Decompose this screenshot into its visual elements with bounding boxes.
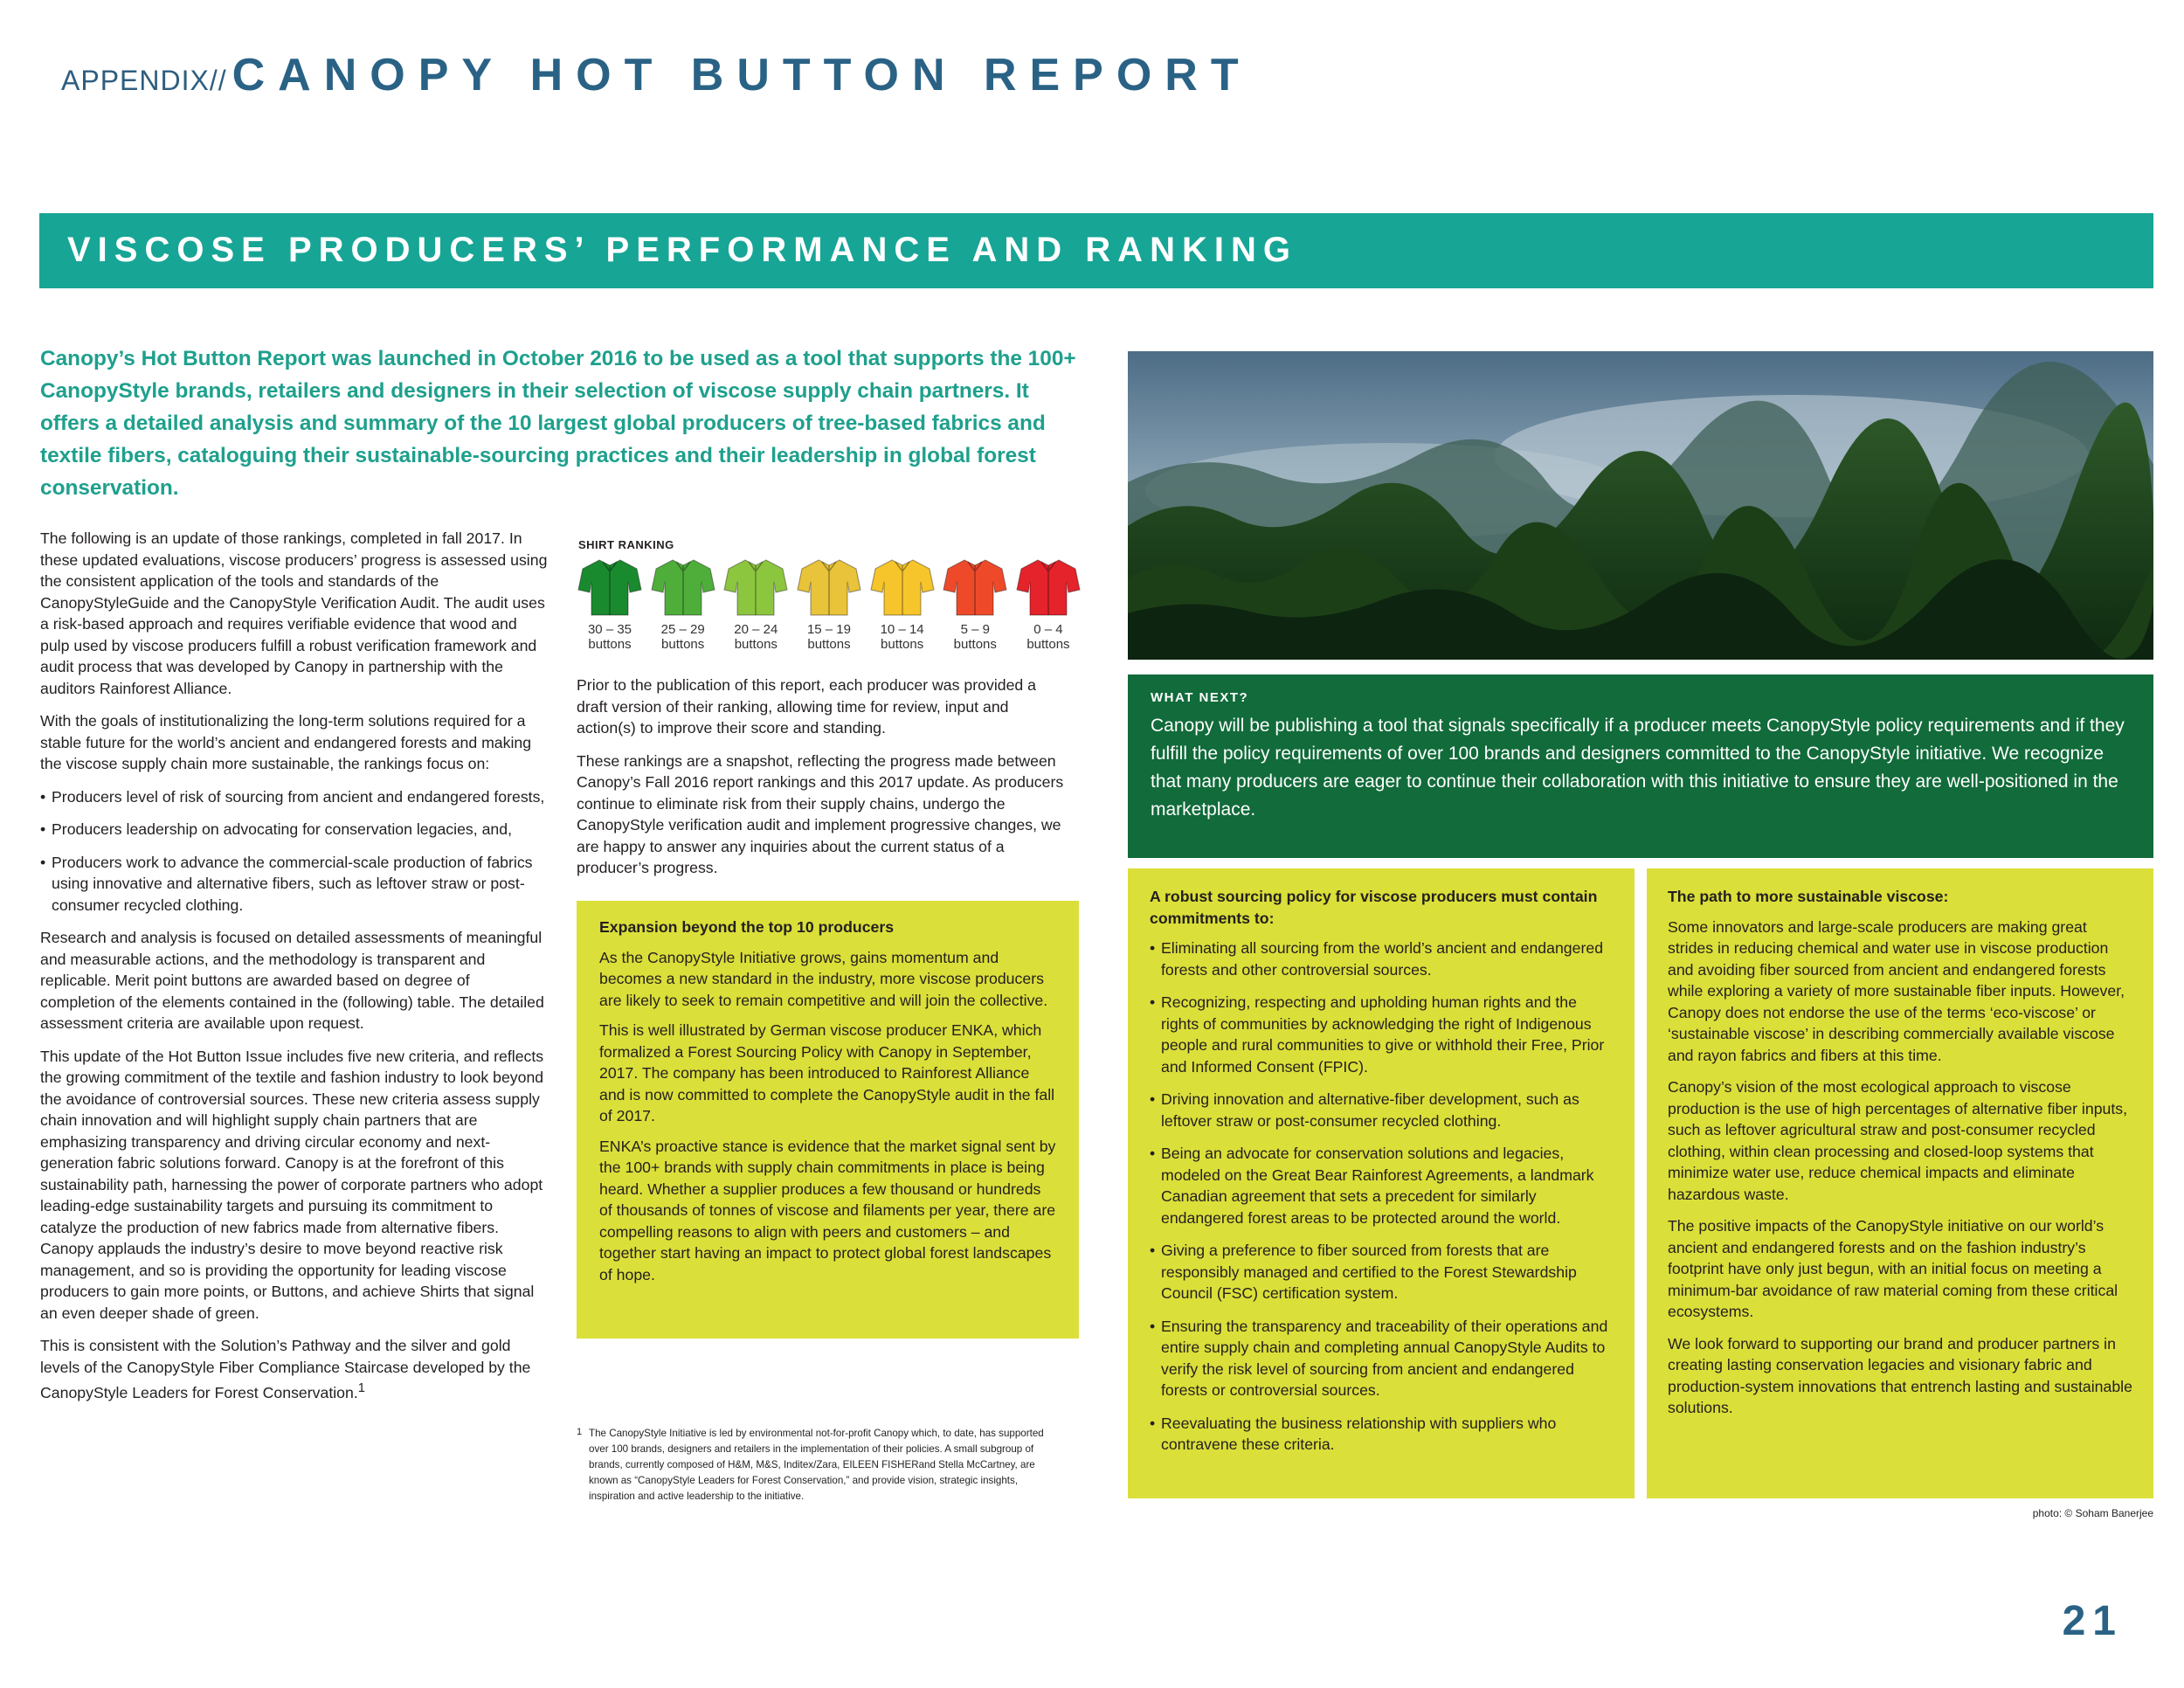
shirt-rank-item	[1013, 557, 1083, 652]
report-header	[61, 49, 1252, 101]
shirt-unit: buttons	[1026, 637, 1070, 652]
shirt-range: 20 – 24	[734, 622, 778, 637]
policy-list	[1150, 937, 1617, 1456]
shirt-unit: buttons	[588, 637, 632, 652]
list-item: • Being an advocate for conservation solutions and legacies, modeled on the Great Bear Rainforest Agreements, a landmark Canadian agreement that sets a precedent for similarly endangered forest areas to be protected around the world.	[1150, 1143, 1617, 1228]
shirt-rank-item	[867, 557, 937, 652]
focus-list	[40, 786, 549, 917]
shirt-icon	[1016, 557, 1081, 617]
shirt-unit: buttons	[661, 637, 705, 652]
appendix-prefix: APPENDIX//	[61, 65, 227, 96]
photo-credit: photo: © Soham Banerjee	[2032, 1507, 2153, 1519]
forest-photo	[1128, 351, 2153, 660]
paragraph: These rankings are a snapshot, reflecting the progress made between Canopy’s Fall 2016 report rankings and this 2017 update. As producers continue to eliminate risk from their supply chains, undergo the CanopyStyle verification audit and implement progressive changes, we are happy to answer any inquiries about the current status of a producer’s progress.	[577, 751, 1064, 876]
shirt-range: 30 – 35	[587, 622, 632, 637]
shirt-unit: buttons	[953, 637, 997, 652]
intro-paragraph: Canopy’s Hot Button Report was launched in October 2016 to be used as a tool that supports the 100+ CanopyStyle brands, retailers and designers in their selection of viscose supply chain partners. It offers a detailed analysis and summary of the 10 largest global producers of tree-based fabrics and textile fibers, cataloguing their sustainable-sourcing practices and their leadership in global forest conservation.	[40, 347, 1076, 500]
list-item: • Ensuring the transparency and traceability of their operations and entire supply chain and completing annual CanopyStyle Audits to verify the risk level of sourcing from ancient and endangered forests or controversial sources.	[1150, 1316, 1617, 1401]
list-item: • Producers level of risk of sourcing from ancient and endangered forests,	[40, 786, 549, 808]
shirt-rank-item	[721, 557, 791, 652]
paragraph: ENKA’s proactive stance is evidence that the market signal sent by the 100+ brands with supply chain commitments in place is being heard. Whether a supplier produces a few thousand or hundreds of thousands of tonnes of viscose and filaments per year, there are compelling reasons to align with peers and customers – and together start having an impact to protect global forest landscapes of hope.	[599, 1137, 1056, 1283]
shirt-range: 0 – 4	[1033, 622, 1063, 637]
footnote-text: The CanopyStyle Initiative is led by environmental not-for-profit Canopy which, to date, has supported over 100 brands, designers and retailers in the implementation of their policies. A small subgroup of brands, currently composed of H&M, M&S, Inditex/Zara, EILEEN FISHERand Stella McCartney, are known as “CanopyStyle Leaders for Forest Conservation,” and provide vision, strategic insights, inspiration and active leadership to the initiative.	[589, 1428, 1044, 1502]
shirt-icon	[651, 557, 715, 617]
footnote-number: 1	[577, 1427, 583, 1437]
policy-box	[1128, 868, 1635, 1498]
paragraph: This update of the Hot Button Issue includes five new criteria, and reflects the growing commitment of the textile and fashion industry to look beyond the avoidance of controversial sources. These new criteria assess supply chain innovation and will highlight supply chain partners that are emphasizing transparency and driving circular economy and next-generation fabric solutions forward. Canopy is at the forefront of this sustainability path, harnessing the power of corporate partners who adopt leading-edge sustainability targets and pursuing its commitment to catalyze the production of new fabrics made from alternative fibers. Canopy applauds the industry’s desire to move beyond reactive risk management, and so is providing the opportunity for leading viscose producers to gain more points, or Buttons, and achieve Shirts that signal an even deeper shade of green.	[40, 1047, 544, 1322]
list-item: • Giving a preference to fiber sourced from forests that are responsibly managed and certified to the Forest Stewardship Council (FSC) certification system.	[1150, 1240, 1617, 1304]
shirt-unit: buttons	[807, 637, 851, 652]
paragraph: With the goals of institutionalizing the long-term solutions required for a stable future for the world’s ancient and endangered forests and making the viscose supply chain more sustainable, the rankings focus on:	[40, 712, 532, 772]
paragraph: The following is an update of those rankings, completed in fall 2017. In these updated evaluations, viscose producers’ progress is assessed using the consistent application of the tools and standards of the CanopyStyleGuide and the CanopyStyle Verification Audit. The audit uses a risk-based approach and requires verifiable evidence that wood and pulp used by viscose producers fulfill a robust verification framework and audit process that was developed by Canopy in partnership with the auditors Rainforest Alliance.	[40, 529, 548, 697]
list-item: • Reevaluating the business relationship with suppliers who contravene these criteria.	[1150, 1413, 1617, 1456]
shirt-ranking-legend	[575, 557, 1083, 652]
shirt-rank-item	[794, 557, 864, 652]
shirt-icon	[723, 557, 788, 617]
what-next-box	[1128, 675, 2153, 858]
paragraph: Some innovators and large-scale producers are making great strides in reducing chemical and water use in viscose production and avoiding fiber sourced from ancient and endangered forests while exploring a variety of more sustainable fiber inputs. However, Canopy does not endorse the use of the terms ‘eco-viscose’ or ‘sustainable viscose’ in describing commercially available viscose and rayon fabrics and fibers at this time.	[1668, 917, 2125, 1064]
list-item: • Eliminating all sourcing from the world’s ancient and endangered forests and other controversial sources.	[1150, 937, 1617, 980]
section-title: VISCOSE PRODUCERS’ PERFORMANCE AND RANKING	[67, 231, 1297, 269]
list-item: • Producers leadership on advocating for conservation legacies, and,	[40, 819, 549, 841]
paragraph: This is consistent with the Solution’s Pathway and the silver and gold levels of the CanopyStyle Fiber Compliance Staircase developed by the CanopyStyle Leaders for Forest Conservation.$^1$	[40, 1337, 531, 1401]
expansion-title: Expansion beyond the top 10 producers	[599, 918, 895, 936]
forest-image	[1128, 351, 2153, 660]
shirt-rank-item	[575, 557, 645, 652]
shirt-icon	[870, 557, 935, 617]
paragraph: Canopy’s vision of the most ecological approach to viscose production is the use of high percentages of alternative fiber inputs, such as leftover agricultural straw and post-consumer recycled clothing, within clean processing and closed-loop systems that minimize water use, reduce chemical impacts and eliminate hazardous waste.	[1668, 1078, 2128, 1203]
paragraph: As the CanopyStyle Initiative grows, gains momentum and becomes a new standard in the industry, more viscose producers are likely to seek to remain competitive and will join the collective.	[599, 948, 1048, 1009]
middle-column	[577, 675, 1066, 890]
left-column	[40, 528, 549, 1415]
shirt-range: 25 – 29	[660, 622, 705, 637]
shirt-range: 15 – 19	[806, 622, 851, 637]
footnote	[577, 1426, 1057, 1505]
what-next-text: Canopy will be publishing a tool that signals specifically if a producer meets CanopyStyle policy requirements and if they fulfill the policy requirements of over 100 brands and designers committed to the CanopyStyle initiative. We recognize that many producers are eager to continue their collaboration with this initiative to ensure they are well-positioned in the marketplace.	[1151, 716, 2125, 820]
what-next-title: WHAT NEXT?	[1151, 690, 1249, 705]
paragraph: Prior to the publication of this report, each producer was provided a draft version of their ranking, allowing time for review, input and action(s) to improve their score and standing.	[577, 676, 1037, 737]
list-item: • Producers work to advance the commercial-scale production of fabrics using innovative and alternative fibers, such as leftover straw or post-consumer recycled clothing.	[40, 852, 549, 917]
policy-title: A robust sourcing policy for viscose producers must contain commitments to:	[1150, 888, 1598, 927]
list-item: • Recognizing, respecting and upholding human rights and the rights of communities by acknowledging the right of Indigenous people and rural communities to give or withhold their Free, Prior and Informed Consent (FPIC).	[1150, 992, 1617, 1077]
paragraph: This is well illustrated by German viscose producer ENKA, which formalized a Forest Sourcing Policy with Canopy in September, 2017. The company has been introduced to Rainforest Alliance and is now committed to complete the CanopyStyle audit in the fall of 2017.	[599, 1021, 1055, 1124]
shirt-rank-item	[648, 557, 718, 652]
shirt-icon	[797, 557, 861, 617]
shirt-unit: buttons	[881, 637, 924, 652]
shirt-icon	[577, 557, 642, 617]
shirt-range: 10 – 14	[880, 622, 924, 637]
paragraph: Research and analysis is focused on detailed assessments of meaningful and measurable actions, and the methodology is transparent and replicable. Merit point buttons are awarded based on degree of completion of the elements contained in the (following) table. The detailed assessment criteria are available upon request.	[40, 929, 544, 1032]
shirt-unit: buttons	[734, 637, 778, 652]
shirt-icon	[943, 557, 1007, 617]
expansion-box	[577, 901, 1079, 1339]
shirt-range: 5 – 9	[960, 622, 990, 637]
paragraph: We look forward to supporting our brand and producer partners in creating lasting conservation legacies and visionary fabric and production-system innovations that entrench lasting and sustainable solutions.	[1668, 1334, 2132, 1416]
section-banner	[39, 213, 2153, 288]
paragraph: The positive impacts of the CanopyStyle initiative on our world’s ancient and endangered forests and on the fashion industry’s footprint have only just begun, with an initial focus on meeting a minimum-bar avoidance of raw material coming from these critical ecosystems.	[1668, 1217, 2118, 1320]
shirt-ranking-label: SHIRT RANKING	[578, 538, 674, 551]
shirt-rank-item	[940, 557, 1010, 652]
list-item: • Driving innovation and alternative-fiber development, such as leftover straw or post-consumer recycled clothing.	[1150, 1089, 1617, 1131]
footnote-ref[interactable]: 1	[357, 1381, 365, 1395]
report-title: CANOPY HOT BUTTON REPORT	[232, 50, 1252, 100]
page-number: 21	[2062, 1598, 2123, 1644]
path-box	[1647, 868, 2153, 1498]
path-title: The path to more sustainable viscose:	[1668, 888, 1949, 905]
